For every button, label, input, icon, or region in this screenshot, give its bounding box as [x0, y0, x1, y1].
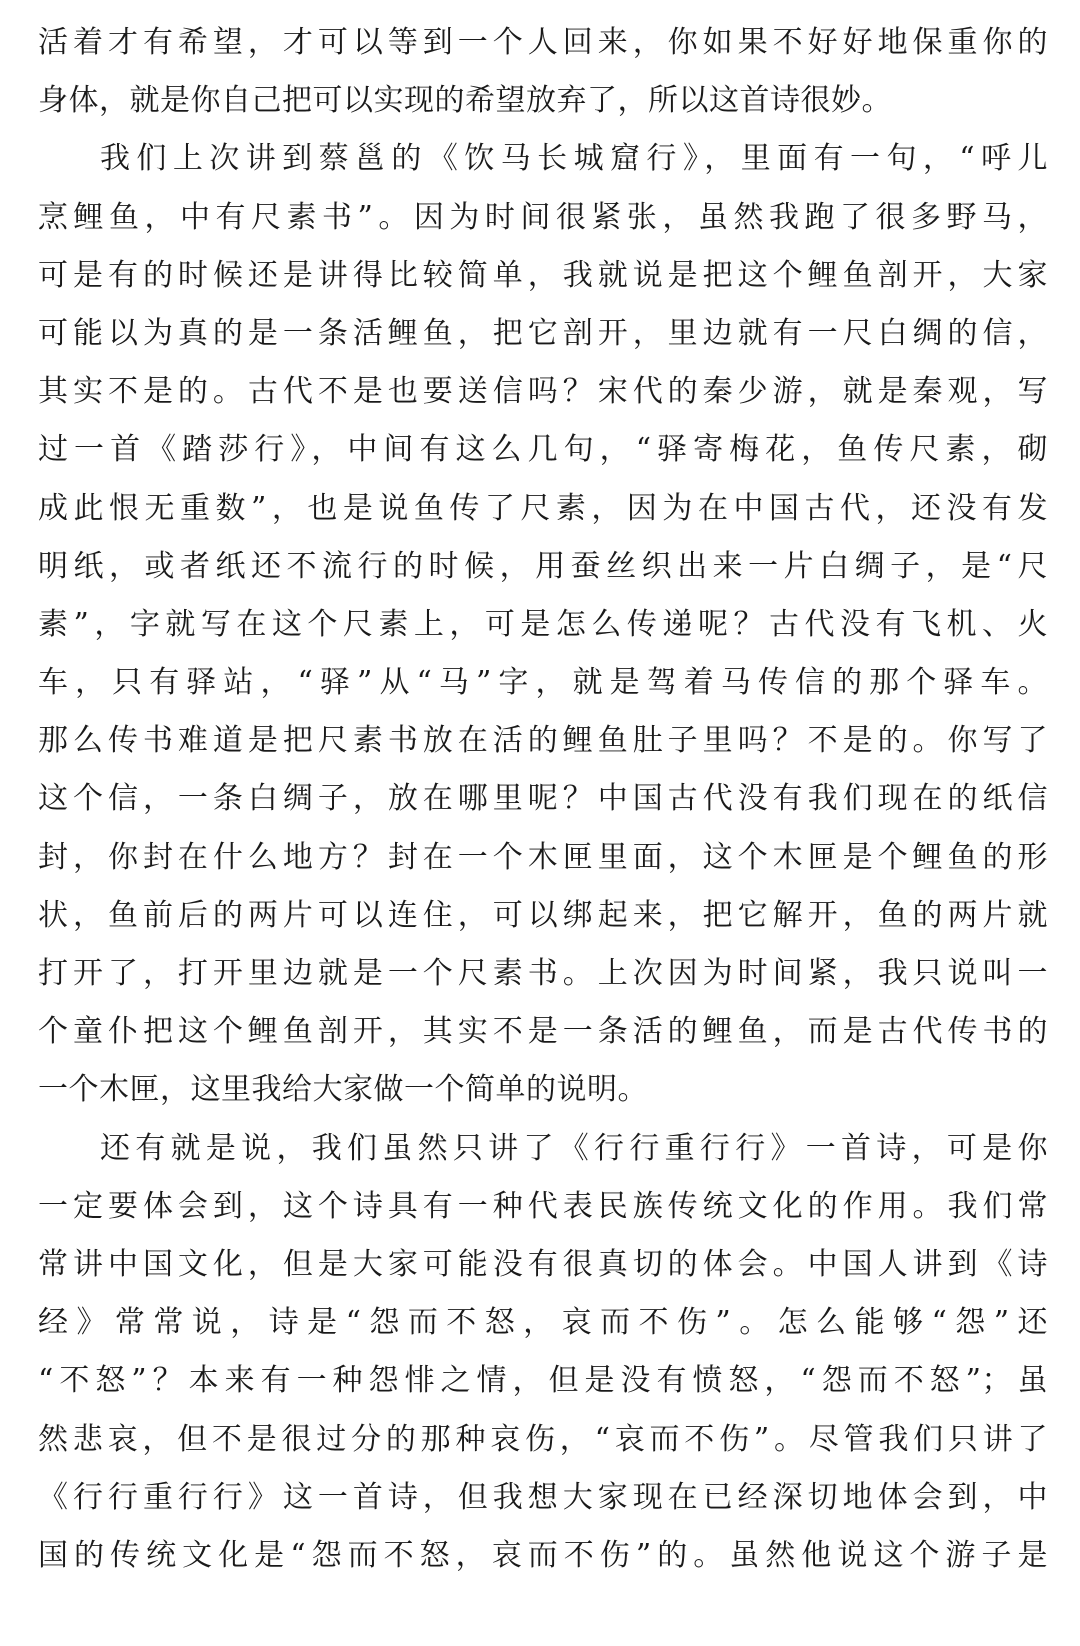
text-line: 我们上次讲到蔡邕的《饮马长城窟行》，里面有一句，“呼儿	[100, 141, 1048, 177]
text-line: 车，只有驿站，“驿”从“马”字，就是驾着马传信的那个驿车。	[38, 665, 1048, 701]
text-line: 烹鲤鱼，中有尺素书”。因为时间很紧张，虽然我跑了很多野马，	[38, 199, 1048, 235]
text-line: 然悲哀，但不是很过分的那种哀伤，“哀而不伤”。尽管我们只讲了	[38, 1421, 1048, 1457]
text-line: 经》常常说，诗是“怨而不怒，哀而不伤”。怎么能够“怨”还	[38, 1305, 1048, 1341]
text-line: 一定要体会到，这个诗具有一种代表民族传统文化的作用。我们常	[38, 1188, 1048, 1224]
text-line: 《行行重行行》这一首诗，但我想大家现在已经深切地体会到，中	[38, 1479, 1048, 1515]
text-line: 可能以为真的是一条活鲤鱼，把它剖开，里边就有一尺白绸的信，	[38, 315, 1048, 351]
text-line: 还有就是说，我们虽然只讲了《行行重行行》一首诗，可是你	[100, 1130, 1048, 1166]
text-line: 一个木匣，这里我给大家做一个简单的说明。	[38, 1072, 648, 1108]
text-line: 可是有的时候还是讲得比较简单，我就说是把这个鲤鱼剖开，大家	[38, 257, 1048, 293]
text-line: 个童仆把这个鲤鱼剖开，其实不是一条活的鲤鱼，而是古代传书的	[38, 1014, 1048, 1050]
text-line: “不怒”？本来有一种怨悱之情，但是没有愤怒，“怨而不怒”；虽	[38, 1363, 1048, 1399]
text-line: 状，鱼前后的两片可以连住，可以绑起来，把它解开，鱼的两片就	[38, 897, 1048, 933]
text-line: 打开了，打开里边就是一个尺素书。上次因为时间紧，我只说叫一	[38, 956, 1048, 991]
text-line: 这个信，一条白绸子，放在哪里呢？中国古代没有我们现在的纸信	[38, 781, 1048, 817]
text-line: 封，你封在什么地方？封在一个木匣里面，这个木匣是个鲤鱼的形	[38, 839, 1048, 875]
text-line: 明纸，或者纸还不流行的时候，用蚕丝织出来一片白绸子，是“尺	[38, 548, 1048, 584]
text-line: 活着才有希望，才可以等到一个人回来，你如果不好好地保重你的	[38, 25, 1048, 60]
text-line: 成此恨无重数”，也是说鱼传了尺素，因为在中国古代，还没有发	[38, 490, 1048, 526]
text-line: 国的传统文化是“怨而不怒，哀而不伤”的。虽然他说这个游子是	[38, 1537, 1048, 1573]
text-line: 素”，字就写在这个尺素上，可是怎么传递呢？古代没有飞机、火	[38, 606, 1048, 642]
text-line: 其实不是的。古代不是也要送信吗？宋代的秦少游，就是秦观，写	[38, 374, 1048, 410]
body-text	[38, 14, 1048, 1585]
text-line: 身体，就是你自己把可以实现的希望放弃了，所以这首诗很妙。	[38, 83, 892, 119]
text-line: 那么传书难道是把尺素书放在活的鲤鱼肚子里吗？不是的。你写了	[38, 723, 1048, 759]
text-line: 常讲中国文化，但是大家可能没有很真切的体会。中国人讲到《诗	[38, 1246, 1048, 1282]
text-line: 过一首《踏莎行》，中间有这么几句，“驿寄梅花，鱼传尺素，砌	[38, 432, 1048, 468]
